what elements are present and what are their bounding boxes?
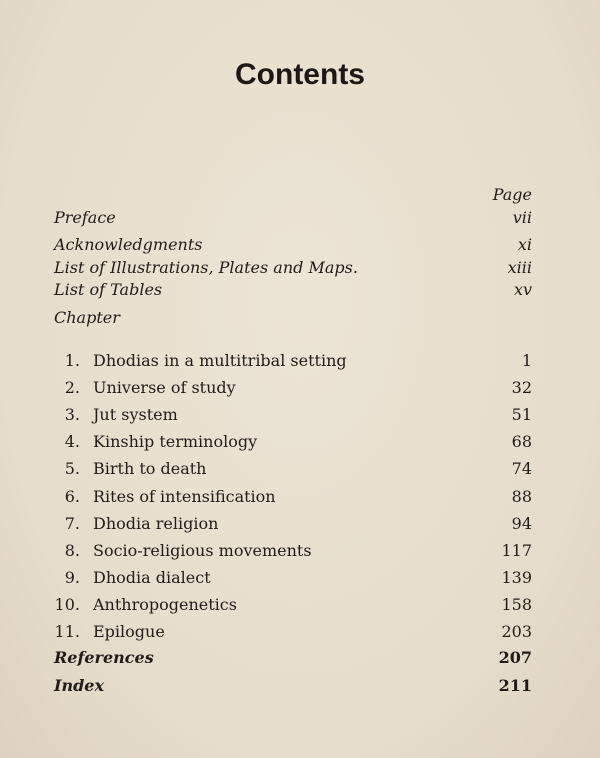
chapter-page: 88 [511,486,532,506]
toc-entry: Preface vii [54,208,532,227]
chapter-title: Rites of intensification [93,486,276,506]
chapter-entry [0,512,600,536]
chapter-page: 32 [511,378,532,398]
chapter-header: Chapter [54,308,120,327]
chapter-page: 51 [511,405,532,425]
chapter-number: 7. [64,513,80,533]
toc-entry: Acknowledgments xi [54,235,532,254]
chapter-entry [0,620,600,644]
chapter-number: 2. [64,378,80,398]
chapter-number: 4. [64,432,80,452]
page-column-header: Page [492,185,532,204]
chapter-page: 203 [501,622,532,641]
toc-entry: List of Illustrations, Plates and Maps. xiii [54,258,532,277]
chapter-entry [0,566,600,590]
chapter-entry [0,593,600,617]
page-title: Contents [235,58,365,91]
chapter-page: 94 [511,513,532,533]
chapter-title: Dhodias in a multitribal setting [93,351,347,370]
chapter-page: 68 [511,432,532,452]
chapter-number: 11. [54,622,80,641]
chapter-title: Kinship terminology [93,432,258,452]
chapter-page: 158 [501,594,532,614]
chapter-entry [0,403,600,427]
chapter-entry [0,376,600,400]
chapter-number: 9. [64,567,80,587]
toc-entry-index: Index 211 [54,676,532,695]
chapter-number: 10. [54,594,80,614]
chapter-page: 1 [521,351,532,370]
chapter-title: Jut system [93,405,178,425]
chapter-page: 139 [501,567,532,587]
chapter-number: 6. [64,486,80,506]
chapter-title: Socio-religious movements [93,540,312,560]
chapter-entry [0,539,600,563]
chapter-number: 3. [64,405,80,425]
toc-entry: List of Tables xv [54,280,532,299]
chapter-title: Dhodia religion [93,513,219,533]
chapter-title: Dhodia dialect [93,567,211,587]
chapter-page: 74 [511,459,532,479]
toc-entry-references: References 207 [54,648,532,667]
chapter-entry [0,349,600,373]
chapter-title: Epilogue [93,622,165,641]
chapter-entry [0,485,600,509]
chapter-entry [0,430,600,454]
chapter-number: 8. [64,540,80,560]
chapter-number: 1. [64,351,80,370]
chapter-title: Universe of study [93,378,236,398]
chapter-page: 117 [501,540,532,560]
chapter-entry [0,457,600,481]
chapter-title: Birth to death [93,459,207,479]
chapter-title: Anthropogenetics [93,594,237,614]
chapter-number: 5. [64,459,80,479]
